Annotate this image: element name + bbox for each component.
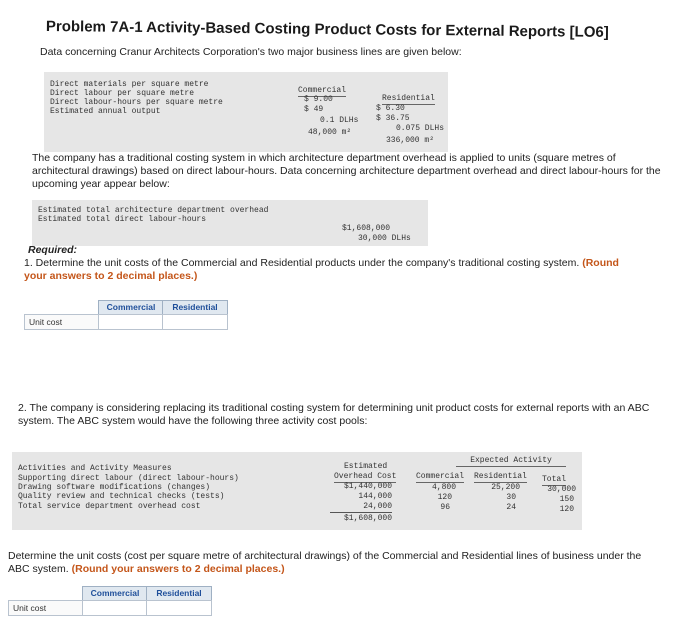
question-3-text: Determine the unit costs (cost per square metre of architectural drawings) of the Commercial and Residential lines of business under the ABC system. — [8, 550, 642, 575]
cell-value: $ 6.30 — [376, 104, 405, 113]
abc-total: 150 — [559, 495, 574, 504]
intro-text: Data concerning Cranur Architects Corporation's two major business lines are given below: — [40, 46, 462, 58]
header-residential: Residential — [382, 94, 435, 103]
answer-row-label: Unit cost — [24, 314, 100, 330]
abc-commercial: 4,800 — [431, 483, 456, 492]
answer2-row-label: Unit cost — [8, 600, 84, 616]
abc-residential: 25,200 — [491, 483, 520, 492]
abc-total-cost: $1,608,000 — [343, 514, 392, 523]
cell-value: $1,608,000 — [342, 224, 391, 233]
abc-header-activity: Activities and Activity Measures — [18, 464, 172, 473]
abc-commercial-unit-cost-input[interactable] — [82, 600, 148, 616]
residential-unit-cost-input[interactable] — [162, 314, 228, 330]
answer2-header-residential: Residential — [146, 586, 212, 602]
question-1-rounding: (Round your answers to 2 decimal places.) — [24, 257, 619, 282]
required-label: Required: — [28, 244, 78, 256]
cell-value: $ 9.00 — [304, 95, 333, 104]
cell-value: 0.1 DLHs — [320, 116, 359, 125]
cell-value: $ 49 — [304, 105, 324, 114]
abc-cost: 144,000 — [358, 492, 392, 501]
abc-total: 120 — [559, 505, 574, 514]
overhead-table — [32, 200, 428, 246]
data-table — [44, 72, 448, 152]
abc-table — [12, 452, 582, 530]
question-3 — [8, 550, 648, 576]
abc-header-commercial: Commercial — [416, 472, 465, 481]
abc-residential-unit-cost-input[interactable] — [146, 600, 212, 616]
abc-row-label: Supporting direct labour (direct labour-hours) — [18, 474, 239, 483]
question-1-text: 1. Determine the unit costs of the Commercial and Residential products under the company's traditional costing system. — [24, 257, 580, 269]
question-2-text: 2. The company is considering replacing its traditional costing system for determining unit product costs for external reports with an ABC system. The ABC system would have the following three activity cost pools: — [18, 402, 650, 427]
page-title: Problem 7A-1 Activity-Based Costing Product Costs for External Reports [LO6] — [45, 18, 609, 41]
cell-value: 336,000 m² — [386, 136, 435, 145]
question-1 — [24, 257, 624, 283]
abc-header-expected-activity: Expected Activity — [456, 456, 566, 467]
abc-sum-rule — [330, 512, 392, 513]
answer-table-2 — [8, 586, 218, 620]
row-label: Direct materials per square metre — [50, 80, 209, 89]
abc-cost: 24,000 — [363, 502, 392, 511]
row-label: Estimated annual output — [50, 107, 161, 116]
abc-header-cost-line1: Estimated — [344, 462, 388, 471]
answer-table-1 — [24, 300, 234, 360]
answer2-header-commercial: Commercial — [82, 586, 148, 602]
abc-header-residential: Residential — [474, 472, 527, 481]
abc-commercial: 96 — [440, 503, 450, 512]
abc-total: 30,000 — [547, 485, 576, 494]
cell-value: 0.075 DLHs — [396, 124, 445, 133]
cell-value: 48,000 m² — [308, 128, 352, 137]
abc-cost: $1,440,000 — [343, 482, 392, 491]
row-label: Estimated total direct labour-hours — [38, 215, 207, 224]
abc-row-label: Drawing software modifications (changes) — [18, 483, 211, 492]
commercial-unit-cost-input[interactable] — [98, 314, 164, 330]
abc-total-label: Total service department overhead cost — [18, 502, 201, 511]
row-label: Direct labour per square metre — [50, 89, 195, 98]
row-label: Direct labour-hours per square metre — [50, 98, 223, 107]
abc-header-total: Total — [542, 475, 567, 484]
abc-commercial: 120 — [437, 493, 452, 502]
header-commercial: Commercial — [298, 86, 347, 95]
question-3-rounding: (Round your answers to 2 decimal places.) — [71, 563, 285, 575]
abc-residential: 24 — [506, 503, 516, 512]
abc-residential: 30 — [506, 493, 516, 502]
abc-row-label: Quality review and technical checks (tests) — [18, 492, 225, 501]
cell-value: 30,000 DLHs — [358, 234, 411, 243]
abc-header-cost-line2: Overhead Cost — [334, 472, 397, 481]
answer-header-residential: Residential — [162, 300, 228, 316]
row-label: Estimated total architecture department overhead — [38, 206, 269, 215]
answer-header-commercial: Commercial — [98, 300, 164, 316]
costing-text: The company has a traditional costing system in which architecture department overhead is applied to units (square metres of architectural drawings) based on direct labour-hours. Data concerning architecture department overhead and direct labour-hours for the upcoming year appear below: — [32, 152, 661, 190]
cell-value: $ 36.75 — [376, 114, 410, 123]
